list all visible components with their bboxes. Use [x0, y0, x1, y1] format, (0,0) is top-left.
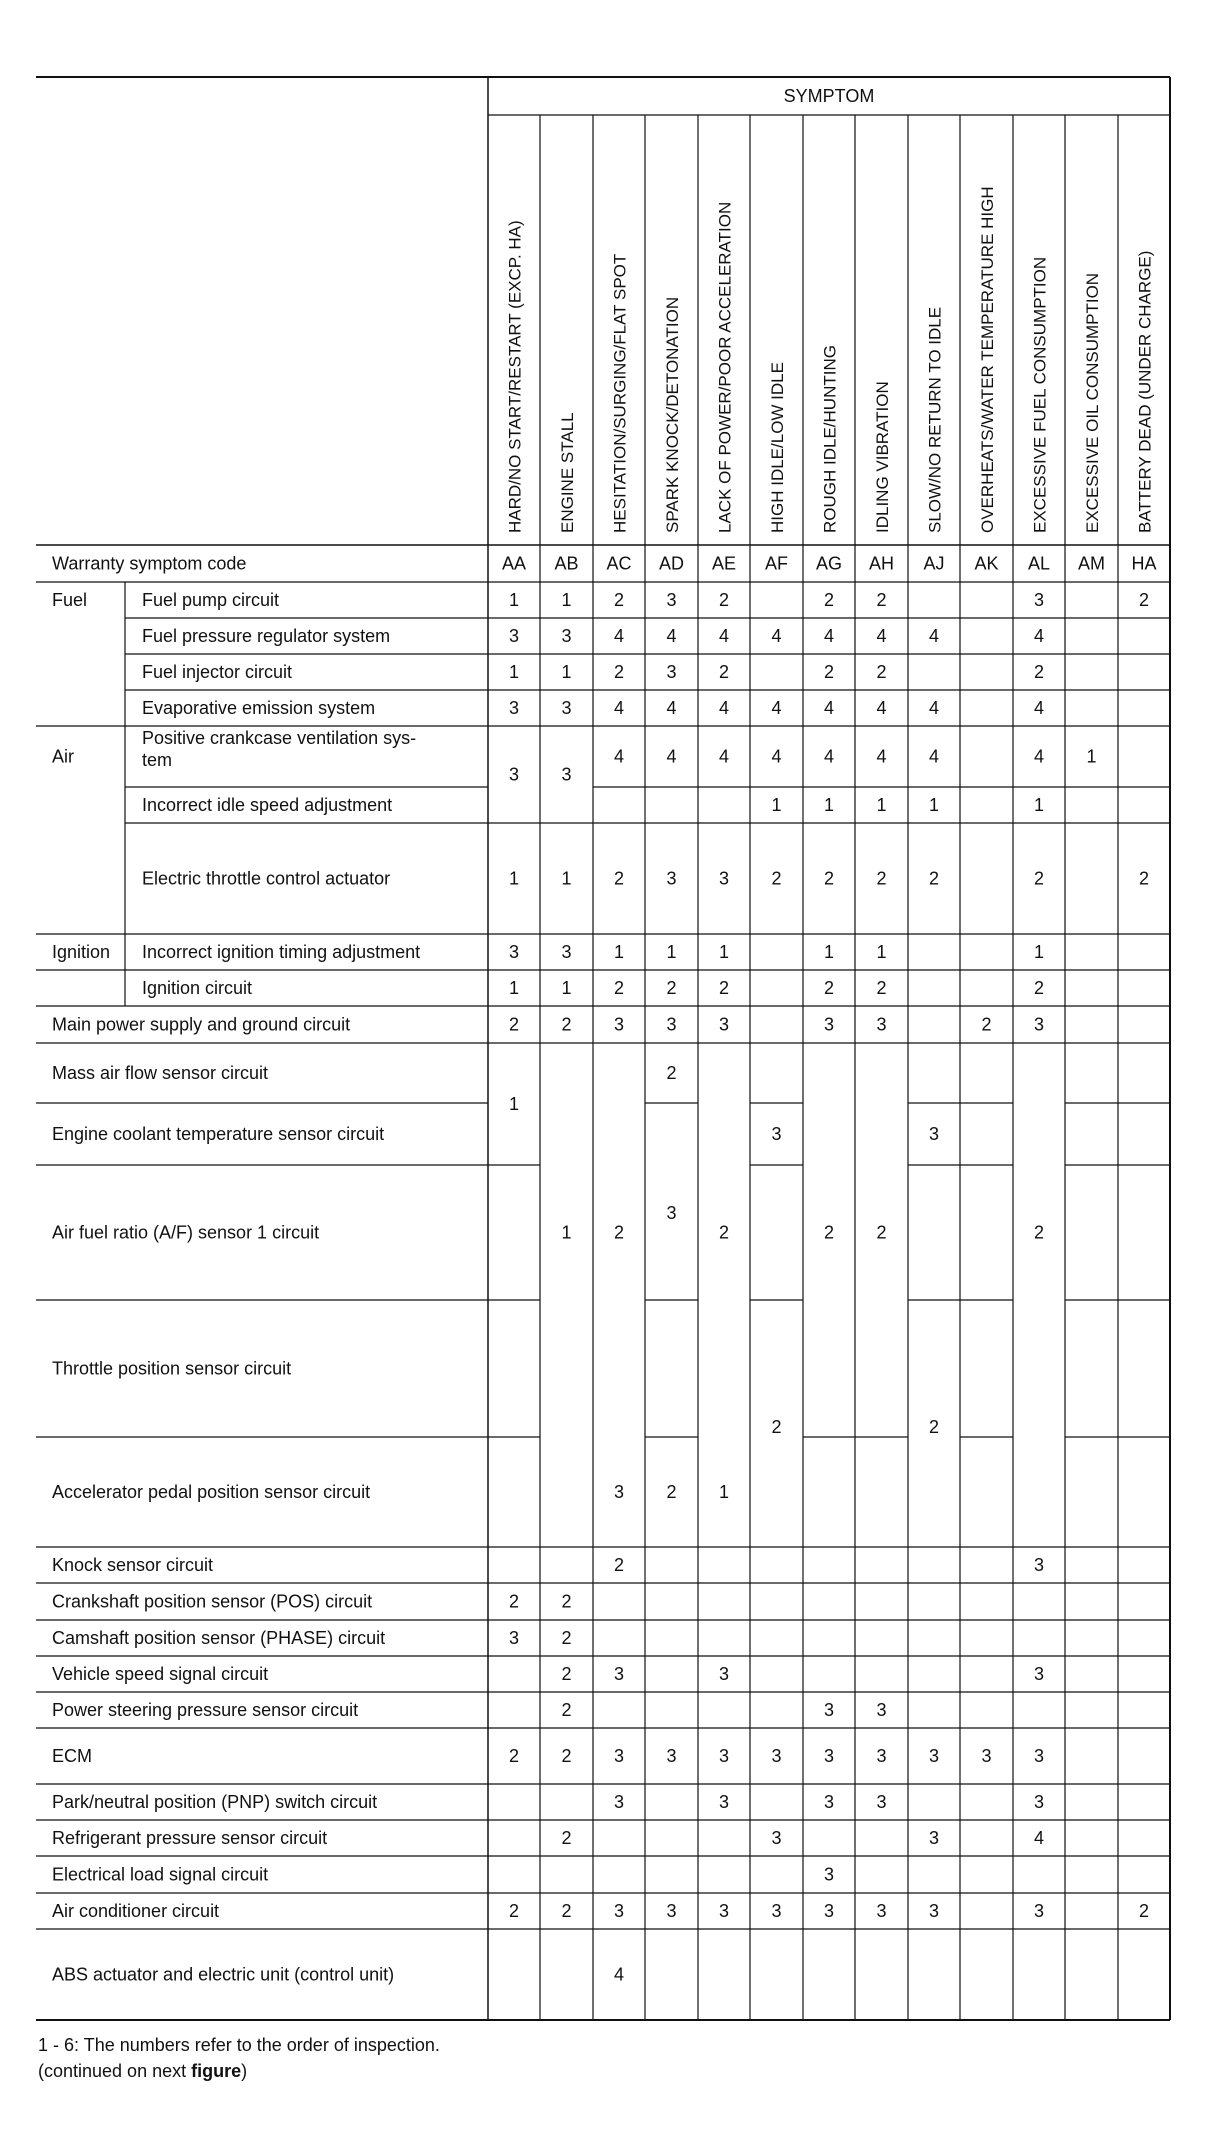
cell-value: 3 — [981, 1746, 992, 1766]
cell-value: 2 — [718, 662, 730, 682]
item-label: Positive crankcase ventilation sys- — [142, 728, 417, 748]
cell-value: 2 — [718, 978, 730, 998]
item-label: Fuel pump circuit — [142, 590, 280, 610]
cell-value: 3 — [823, 1864, 835, 1885]
cell-value: 3 — [771, 1901, 782, 1921]
cell-value: 2 — [666, 978, 677, 998]
item-label: Ignition circuit — [142, 978, 253, 998]
warranty-code: AA — [501, 553, 527, 574]
cell-value: 1 — [718, 942, 730, 962]
cell-value: 1 — [561, 662, 572, 682]
cell-value: 1 — [1033, 795, 1045, 815]
symptom-label: OVERHEATS/WATER TEMPERATURE HIGH — [978, 186, 997, 533]
cell-value: 3 — [876, 1901, 887, 1921]
cell-value: 3 — [823, 1792, 835, 1812]
cell-value: 3 — [613, 1482, 625, 1502]
group-label-ignition: Ignition — [52, 942, 111, 962]
cell-value: 3 — [876, 1700, 887, 1720]
warranty-code: AF — [764, 553, 789, 574]
cell-value: 1 — [508, 868, 520, 889]
cell-value: 1 — [561, 868, 572, 889]
cell-value: 3 — [1033, 1792, 1045, 1812]
cell-value: 2 — [561, 1591, 572, 1612]
cell-value: 2 — [666, 1063, 677, 1083]
cell-value: 3 — [561, 764, 572, 785]
item-label: Accelerator pedal position sensor circuit — [52, 1482, 371, 1502]
cell-value: 2 — [876, 662, 887, 682]
item-label: ECM — [52, 1746, 92, 1766]
item-label: Power steering pressure sensor circuit — [52, 1700, 359, 1720]
cell-value: 3 — [823, 1700, 835, 1720]
warranty-code: AB — [554, 553, 579, 574]
cell-value: 2 — [823, 1222, 835, 1243]
cell-value: 3 — [666, 868, 677, 889]
cell-value: 1 — [613, 942, 625, 962]
cell-value: 4 — [1033, 1828, 1045, 1848]
symptom-label: HARD/NO START/RESTART (EXCP. HA) — [505, 220, 525, 533]
continued-suffix: ) — [241, 2061, 248, 2081]
cell-value: 2 — [508, 1591, 520, 1612]
item-label: Park/neutral position (PNP) switch circuit — [52, 1792, 378, 1812]
cell-value: 2 — [613, 868, 625, 889]
cell-value: 4 — [613, 1964, 625, 1985]
cell-value: 3 — [1033, 1014, 1045, 1035]
cell-value: 1 — [508, 590, 520, 610]
item-label: Crankshaft position sensor (POS) circuit — [52, 1591, 373, 1612]
cell-value: 3 — [508, 698, 520, 718]
warranty-code: AG — [815, 553, 843, 574]
cell-value: 4 — [613, 746, 625, 767]
cell-value: 3 — [666, 1746, 677, 1766]
cell-value: 1 — [876, 795, 887, 815]
cell-value: 1 — [876, 942, 887, 962]
cell-value: 2 — [876, 590, 887, 610]
cell-value: 3 — [1033, 1664, 1045, 1684]
warranty-code: AH — [868, 553, 895, 574]
item-label: Camshaft position sensor (PHASE) circuit — [52, 1628, 386, 1648]
cell-value: 3 — [718, 868, 730, 889]
cell-value: 3 — [666, 1014, 677, 1035]
cell-value: 3 — [718, 1746, 730, 1766]
cell-value: 4 — [771, 746, 782, 767]
cell-value: 2 — [928, 868, 940, 889]
cell-value: 2 — [561, 1828, 572, 1848]
cell-value: 2 — [508, 1746, 520, 1766]
cell-value: 3 — [718, 1901, 730, 1921]
item-label: Throttle position sensor circuit — [52, 1358, 292, 1379]
item-label: Vehicle speed signal circuit — [52, 1664, 269, 1684]
cell-value: 2 — [718, 590, 730, 610]
cell-value: 2 — [718, 1222, 730, 1243]
symptom-label: IDLING VIBRATION — [873, 381, 892, 533]
item-label: Air conditioner circuit — [52, 1901, 220, 1921]
item-label: Refrigerant pressure sensor circuit — [52, 1828, 328, 1848]
item-label: Air fuel ratio (A/F) sensor 1 circuit — [52, 1222, 320, 1243]
warranty-code: AK — [974, 553, 999, 574]
symptom-label: EXCESSIVE FUEL CONSUMPTION — [1030, 256, 1050, 533]
cell-value: 3 — [666, 662, 677, 682]
cell-value: 3 — [613, 1792, 625, 1812]
cell-value: 2 — [823, 662, 835, 682]
cell-value: 1 — [823, 795, 835, 815]
group-label-air: Air — [52, 746, 74, 767]
cell-value: 3 — [771, 1124, 782, 1144]
cell-value: 2 — [561, 1700, 572, 1720]
cell-value: 2 — [771, 1417, 782, 1437]
cell-value: 3 — [823, 1746, 835, 1766]
cell-value: 2 — [876, 978, 887, 998]
cell-value: 1 — [561, 1222, 572, 1243]
cell-value: 3 — [928, 1746, 940, 1766]
cell-value: 3 — [666, 1203, 677, 1223]
cell-value: 4 — [823, 746, 835, 767]
cell-value: 4 — [613, 626, 625, 646]
cell-value: 3 — [823, 1901, 835, 1921]
item-label: Mass air flow sensor circuit — [52, 1063, 269, 1083]
cell-value: 4 — [928, 626, 940, 646]
cell-value: 1 — [823, 942, 835, 962]
warranty-code: AC — [606, 553, 632, 574]
cell-value: 4 — [823, 698, 835, 718]
warranty-code: HA — [1131, 553, 1157, 574]
cell-value: 3 — [666, 590, 677, 610]
cell-value: 3 — [1033, 590, 1045, 610]
symptom-label: SLOW/NO RETURN TO IDLE — [925, 306, 945, 533]
cell-value: 3 — [718, 1792, 730, 1812]
item-label: Fuel pressure regulator system — [142, 626, 391, 646]
cell-value: 4 — [718, 626, 730, 646]
cell-value: 2 — [1033, 1222, 1045, 1243]
item-label: Evaporative emission system — [142, 698, 376, 718]
item-label: tem — [142, 750, 173, 770]
cell-value: 3 — [928, 1828, 940, 1848]
cell-value: 4 — [666, 698, 677, 718]
cell-value: 2 — [928, 1417, 940, 1437]
cell-value: 4 — [1033, 626, 1045, 646]
cell-value: 1 — [666, 942, 677, 962]
cell-value: 3 — [508, 626, 520, 646]
cell-value: 1 — [508, 662, 520, 682]
cell-value: 3 — [613, 1014, 625, 1035]
cell-value: 4 — [666, 626, 677, 646]
cell-value: 2 — [1033, 868, 1045, 889]
cell-value: 4 — [771, 698, 782, 718]
cell-value: 4 — [1033, 698, 1045, 718]
cell-value: 2 — [876, 868, 887, 889]
item-label: ABS actuator and electric unit (control unit) — [52, 1964, 395, 1985]
cell-value: 3 — [561, 626, 572, 646]
symptom-label: HIGH IDLE/LOW IDLE — [768, 362, 787, 533]
cell-value: 2 — [1138, 1901, 1150, 1921]
symptom-label: LACK OF POWER/POOR ACCELERATION — [715, 201, 735, 533]
cell-value: 4 — [718, 746, 730, 767]
cell-value: 4 — [1033, 746, 1045, 767]
symptom-label: EXCESSIVE OIL CONSUMPTION — [1083, 272, 1102, 533]
cell-value: 1 — [508, 1094, 520, 1114]
cell-value: 2 — [1033, 978, 1045, 998]
cell-value: 2 — [823, 590, 835, 610]
cell-value: 1 — [561, 978, 572, 998]
cell-value: 3 — [508, 942, 520, 962]
cell-value: 3 — [508, 1628, 520, 1648]
cell-value: 1 — [508, 978, 520, 998]
cell-value: 2 — [561, 1901, 572, 1921]
cell-value: 4 — [876, 698, 887, 718]
footnote: 1 - 6: The numbers refer to the order of inspection. — [38, 2035, 440, 2055]
cell-value: 3 — [1033, 1901, 1045, 1921]
cell-value: 2 — [981, 1014, 992, 1035]
cell-value: 3 — [666, 1901, 677, 1921]
cell-value: 2 — [613, 590, 625, 610]
item-label: Electrical load signal circuit — [52, 1864, 269, 1885]
item-label: Knock sensor circuit — [52, 1555, 214, 1575]
cell-value: 2 — [823, 868, 835, 889]
cell-value: 3 — [928, 1124, 940, 1144]
cell-value: 2 — [771, 868, 782, 889]
cell-value: 3 — [876, 1014, 887, 1035]
group-label-fuel: Fuel — [52, 590, 88, 610]
cell-value: 4 — [928, 746, 940, 767]
cell-value: 2 — [613, 662, 625, 682]
cell-value: 1 — [561, 590, 572, 610]
cell-value: 2 — [1033, 662, 1045, 682]
cell-value: 3 — [508, 764, 520, 785]
cell-value: 4 — [771, 626, 782, 646]
warranty-code: AJ — [923, 553, 945, 574]
cell-value: 2 — [613, 1222, 625, 1243]
cell-value: 1 — [718, 1482, 730, 1502]
cell-value: 3 — [1033, 1555, 1045, 1575]
cell-value: 1 — [1033, 942, 1045, 962]
cell-value: 3 — [561, 698, 572, 718]
cell-value: 3 — [718, 1664, 730, 1684]
cell-value: 4 — [666, 746, 677, 767]
cell-value: 3 — [613, 1901, 625, 1921]
warranty-code: AE — [711, 553, 737, 574]
cell-value: 2 — [613, 1555, 625, 1575]
cell-value: 1 — [1086, 746, 1097, 767]
cell-value: 2 — [1138, 868, 1150, 889]
symptom-label: ENGINE STALL — [558, 412, 577, 533]
cell-value: 1 — [928, 795, 940, 815]
item-label: Engine coolant temperature sensor circuit — [52, 1124, 385, 1144]
item-label: Fuel injector circuit — [142, 662, 293, 682]
cell-value: 2 — [1138, 590, 1150, 610]
cell-value: 3 — [876, 1746, 887, 1766]
cell-value: 4 — [823, 626, 835, 646]
cell-value: 3 — [928, 1901, 940, 1921]
cell-value: 4 — [876, 626, 887, 646]
cell-value: 2 — [508, 1901, 520, 1921]
item-label: Incorrect ignition timing adjustment — [142, 942, 421, 962]
symptom-label: BATTERY DEAD (UNDER CHARGE) — [1135, 250, 1155, 533]
cell-value: 4 — [876, 746, 887, 767]
warranty-code: AD — [658, 553, 685, 574]
symptom-label: SPARK KNOCK/DETONATION — [663, 296, 682, 533]
cell-value: 3 — [613, 1746, 625, 1766]
symptom-title: SYMPTOM — [783, 86, 875, 106]
continued-prefix: (continued on next — [38, 2061, 192, 2081]
warranty-label: Warranty symptom code — [52, 553, 247, 574]
item-label: Main power supply and ground circuit — [52, 1014, 351, 1035]
cell-value: 2 — [561, 1746, 572, 1766]
symptom-label: HESITATION/SURGING/FLAT SPOT — [610, 253, 630, 533]
cell-value: 2 — [823, 978, 835, 998]
cell-value: 2 — [561, 1628, 572, 1648]
cell-value: 2 — [508, 1014, 520, 1035]
cell-value: 3 — [876, 1792, 887, 1812]
cell-value: 3 — [1033, 1746, 1045, 1766]
cell-value: 3 — [561, 942, 572, 962]
item-label: Incorrect idle speed adjustment — [142, 795, 393, 815]
cell-value: 2 — [561, 1664, 572, 1684]
cell-value: 3 — [771, 1828, 782, 1848]
cell-value: 4 — [613, 698, 625, 718]
cell-value: 3 — [718, 1014, 730, 1035]
cell-value: 4 — [928, 698, 940, 718]
cell-value: 4 — [718, 698, 730, 718]
cell-value: 3 — [823, 1014, 835, 1035]
item-label: Electric throttle control actuator — [142, 868, 391, 889]
cell-value: 2 — [613, 978, 625, 998]
cell-value: 2 — [876, 1222, 887, 1243]
cell-value: 1 — [771, 795, 782, 815]
symptom-label: ROUGH IDLE/HUNTING — [820, 345, 840, 533]
continued-bold: figure — [191, 2061, 242, 2081]
cell-value: 2 — [561, 1014, 572, 1035]
cell-value: 3 — [771, 1746, 782, 1766]
cell-value: 3 — [613, 1664, 625, 1684]
continued-note — [38, 2061, 247, 2082]
warranty-code: AM — [1078, 553, 1105, 574]
cell-value: 2 — [666, 1482, 677, 1502]
warranty-code: AL — [1027, 553, 1051, 574]
